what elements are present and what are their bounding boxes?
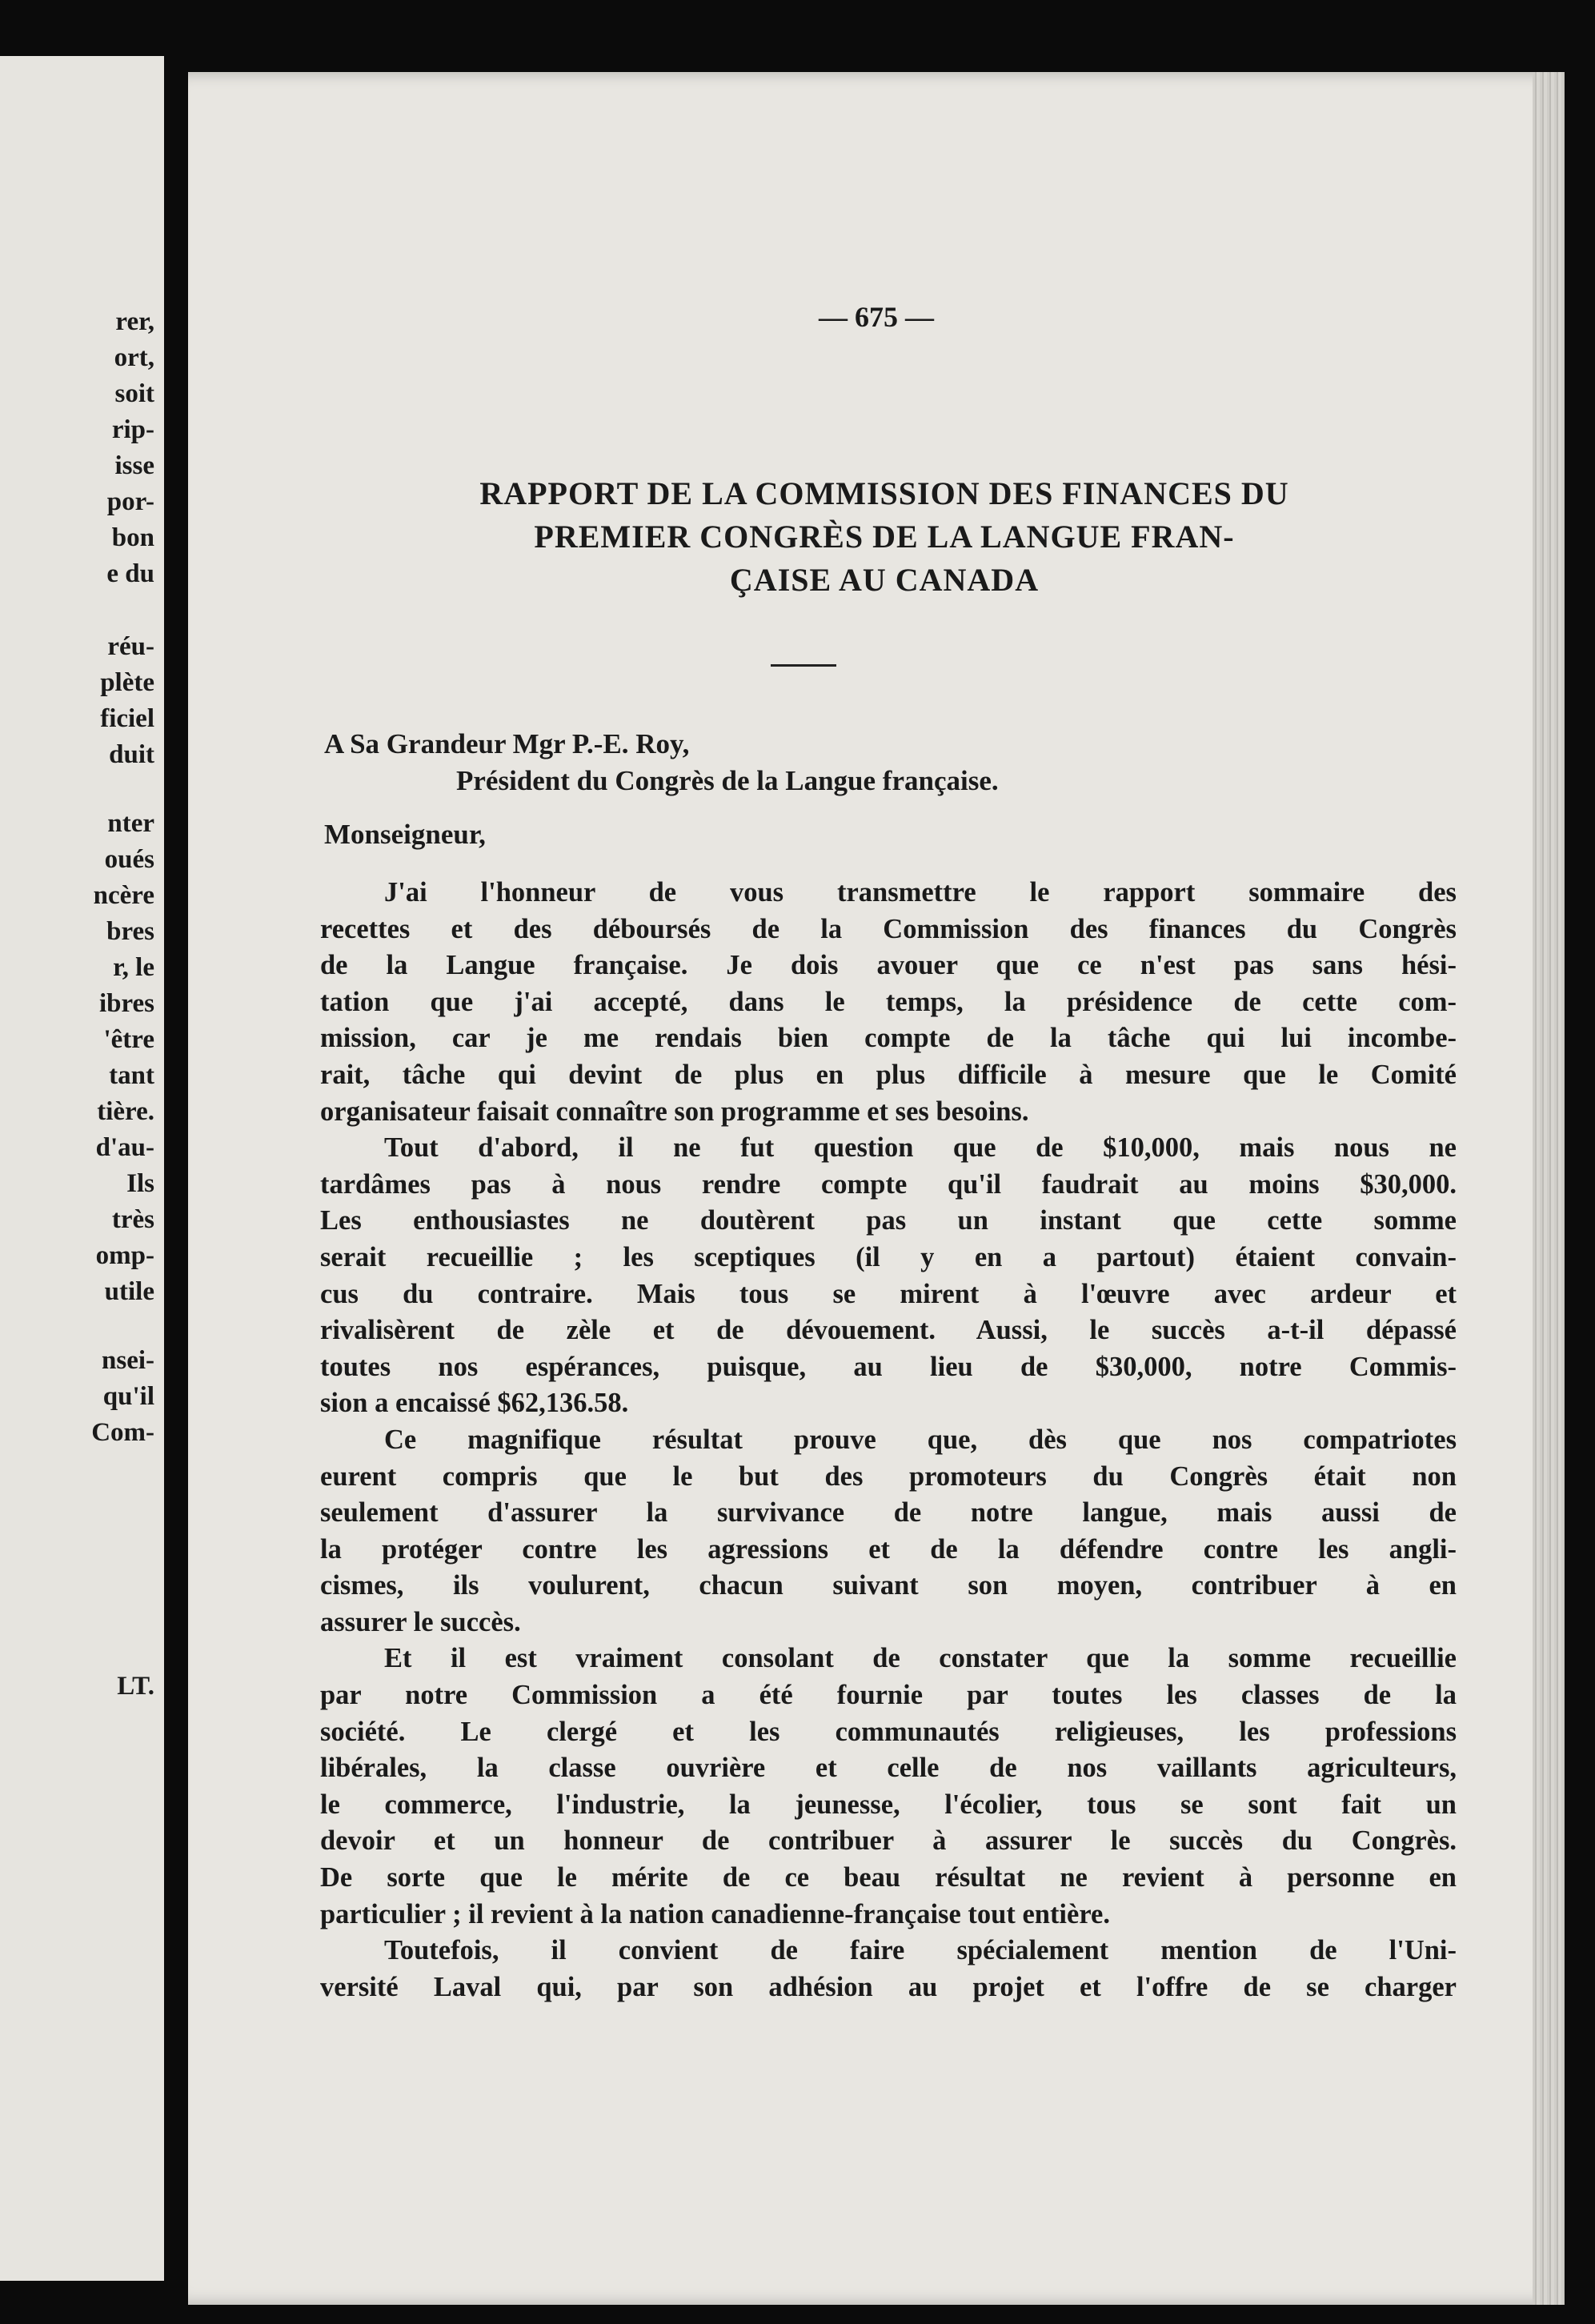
previous-page-fragment: oués	[104, 845, 154, 874]
body-line: Toutefois, il convient de faire spécialement mention de l'Uni-	[384, 1935, 1457, 1966]
body-line: eurent compris que le but des promoteurs du Congrès était non	[320, 1461, 1457, 1492]
previous-page-fragment: rer,	[115, 307, 154, 336]
body-line: rivalisèrent de zèle et de dévouement. Aussi, le succès a-t-il dépassé	[320, 1315, 1457, 1346]
previous-page-fragment: tière.	[97, 1097, 154, 1126]
body-line: Ce magnifique résultat prouve que, dès que nos compatriotes	[384, 1424, 1457, 1455]
previous-page-fragment: 'être	[103, 1025, 154, 1054]
previous-page-fragment: ficiel	[100, 704, 154, 733]
previous-page-fragment: duit	[109, 740, 154, 769]
body-line: serait recueillie ; les sceptiques (il y en a partout) étaient convain-	[320, 1241, 1457, 1272]
previous-page-fragment: utile	[104, 1277, 154, 1306]
previous-page-fragment: réu-	[107, 632, 154, 661]
body-line: De sorte que le mérite de ce beau résultat ne revient à personne en	[320, 1862, 1457, 1893]
previous-page-fragment: d'au-	[95, 1133, 154, 1162]
page-number: — 675 —	[819, 301, 934, 333]
previous-page-fragment: plète	[100, 668, 154, 697]
book-gutter	[164, 72, 188, 2297]
body-line: versité Laval qui, par son adhésion au projet et l'offre de se charger	[320, 1971, 1457, 2002]
body-line: seulement d'assurer la survivance de notre langue, mais aussi de	[320, 1497, 1457, 1529]
address-block	[324, 726, 999, 799]
page-edge	[1533, 72, 1565, 2305]
body-line: assurer le succès.	[320, 1606, 521, 1637]
title-line: ÇAISE AU CANADA	[729, 562, 1040, 598]
body-line: particulier ; il revient à la nation canadienne-française tout entière.	[320, 1898, 1110, 1929]
previous-page-fragment: isse	[114, 451, 154, 480]
title-line: PREMIER CONGRÈS DE LA LANGUE FRAN-	[534, 519, 1235, 555]
previous-page-fragment: ort,	[114, 343, 154, 372]
body-line: rait, tâche qui devint de plus en plus difficile à mesure que le Comité	[320, 1059, 1457, 1090]
body-line: de la Langue française. Je dois avouer que ce n'est pas sans hési-	[320, 950, 1457, 981]
previous-page-fragment: tant	[109, 1061, 154, 1090]
previous-page-fragment: bon	[111, 523, 154, 552]
previous-page-fragment: nter	[107, 809, 154, 838]
previous-page-strip	[0, 56, 164, 2281]
previous-page-fragment: bres	[106, 917, 154, 946]
previous-page-fragment: Com-	[91, 1418, 154, 1447]
previous-page-fragment: ncère	[93, 881, 154, 910]
body-line: cismes, ils voulurent, chacun suivant son moyen, contribuer à en	[320, 1570, 1457, 1601]
body-line: tation que j'ai accepté, dans le temps, la présidence de cette com-	[320, 986, 1457, 1017]
previous-page-fragment: très	[111, 1205, 154, 1234]
body-line: recettes et des déboursés de la Commission des finances du Congrès	[320, 913, 1457, 944]
report-title	[320, 472, 1449, 602]
previous-page-fragment: por-	[106, 487, 154, 516]
title-line: RAPPORT DE LA COMMISSION DES FINANCES DU	[479, 475, 1289, 511]
previous-page-fragment: ibres	[98, 989, 154, 1018]
body-line: organisateur faisait connaître son programme et ses besoins.	[320, 1096, 1029, 1127]
salutation: Monseigneur,	[324, 819, 486, 850]
body-line: Tout d'abord, il ne fut question que de $10,000, mais nous ne	[384, 1132, 1457, 1164]
previous-page-fragment: LT.	[117, 1672, 154, 1701]
body-line: le commerce, l'industrie, la jeunesse, l'écolier, tous se sont fait un	[320, 1789, 1457, 1820]
previous-page-fragment: rip-	[111, 415, 154, 444]
previous-page-fragment: nsei-	[102, 1346, 154, 1375]
previous-page-fragment: soit	[114, 379, 154, 408]
address-title: Président du Congrès de la Langue française.	[456, 765, 999, 796]
title-rule	[771, 664, 836, 667]
previous-page-fragment: Ils	[126, 1169, 154, 1198]
body-line: la protéger contre les agressions et de la défendre contre les angli-	[320, 1533, 1457, 1565]
letter-body	[320, 875, 1457, 2005]
previous-page-fragment: qu'il	[102, 1382, 154, 1411]
body-line: J'ai l'honneur de vous transmettre le rapport sommaire des	[384, 877, 1457, 908]
body-line: par notre Commission a été fournie par toutes les classes de la	[320, 1680, 1457, 1711]
body-line: société. Le clergé et les communautés religieuses, les professions	[320, 1716, 1457, 1747]
body-line: mission, car je me rendais bien compte de la tâche qui lui incombe-	[320, 1023, 1457, 1054]
body-line: Les enthousiastes ne doutèrent pas un instant que cette somme	[320, 1205, 1457, 1236]
body-line: Et il est vraiment consolant de constater que la somme recueillie	[384, 1643, 1457, 1674]
previous-page-fragment: e du	[106, 559, 154, 588]
previous-page-fragment: omp-	[95, 1241, 154, 1270]
address-recipient: A Sa Grandeur Mgr P.-E. Roy,	[324, 728, 690, 759]
body-line: devoir et un honneur de contribuer à assurer le succès du Congrès.	[320, 1825, 1457, 1857]
body-line: libérales, la classe ouvrière et celle de nos vaillants agriculteurs,	[320, 1753, 1457, 1784]
book-page	[188, 72, 1565, 2305]
body-line: toutes nos espérances, puisque, au lieu de $30,000, notre Commis-	[320, 1351, 1457, 1382]
body-line: tardâmes pas à nous rendre compte qu'il faudrait au moins $30,000.	[320, 1168, 1457, 1200]
body-line: sion a encaissé $62,136.58.	[320, 1388, 629, 1419]
body-line: cus du contraire. Mais tous se mirent à l'œuvre avec ardeur et	[320, 1278, 1457, 1309]
previous-page-fragment: r, le	[113, 953, 154, 982]
